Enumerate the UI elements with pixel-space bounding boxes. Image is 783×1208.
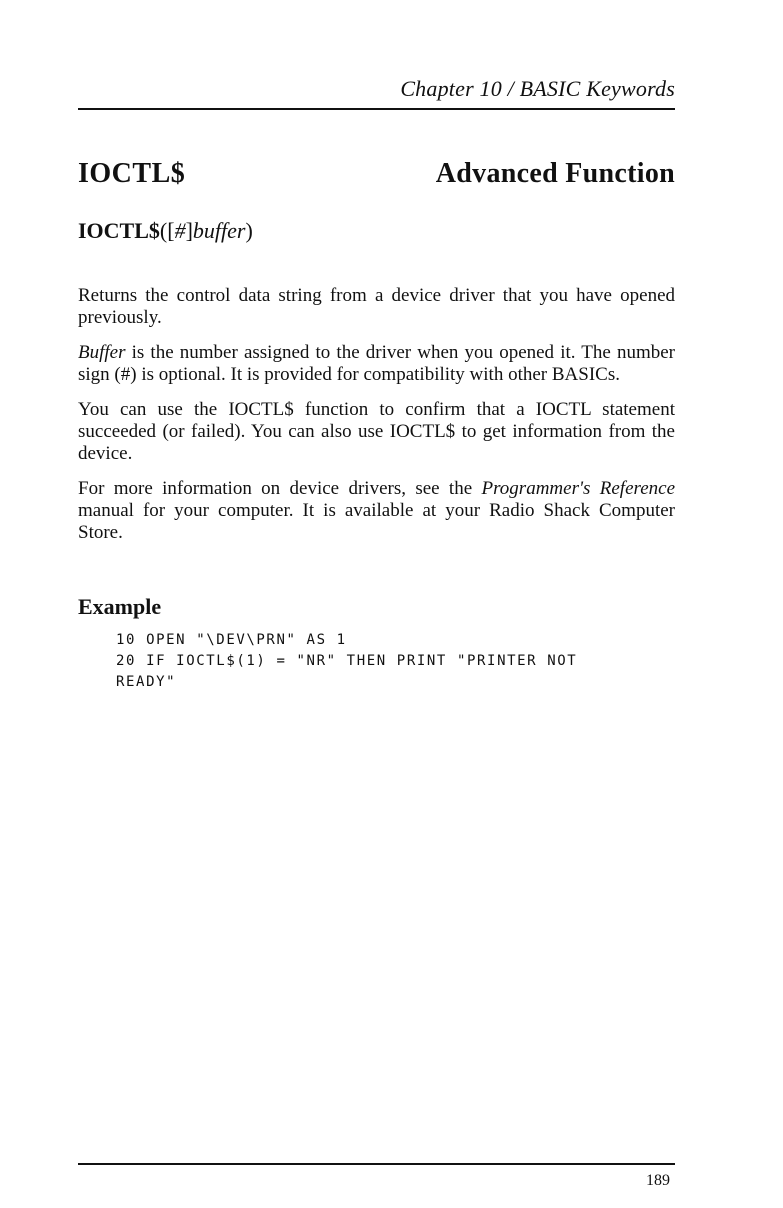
paragraph-usage: You can use the IOCTL$ function to confirm that a IOCTL statement succeeded (or failed). You can also use IOCTL$ to get information from the device. xyxy=(78,399,675,464)
syntax-close-bracket: ] xyxy=(185,218,193,243)
syntax-open: ([ xyxy=(159,218,175,243)
description xyxy=(78,285,675,557)
more-info-lead: For more information on device drivers, see the xyxy=(78,478,482,499)
reference-title: Programmer's Reference xyxy=(481,478,676,499)
paragraph-buffer xyxy=(78,342,675,386)
keyword-heading xyxy=(78,158,675,198)
syntax-close: ) xyxy=(245,218,253,243)
running-head: Chapter 10 / BASIC Keywords xyxy=(400,76,675,101)
syntax-keyword: IOCTL$ xyxy=(78,218,160,243)
footer-rule xyxy=(78,1163,675,1165)
paragraph-returns: Returns the control data string from a device driver that you have opened previously. xyxy=(78,285,675,328)
buffer-term: Buffer xyxy=(78,342,126,363)
code-line: 10 OPEN "\DEV\PRN" AS 1 xyxy=(116,632,347,648)
function-type-label: Advanced Function xyxy=(435,158,675,189)
buffer-description: is the number assigned to the driver when you opened it. The number sign (#) is optional. It is provided for compatibility with other BASICs. xyxy=(78,342,675,385)
example-heading: Example xyxy=(78,594,162,619)
syntax-line xyxy=(78,218,253,244)
code-line: 20 IF IOCTL$(1) = "NR" THEN PRINT "PRINTER NOT xyxy=(116,653,578,669)
more-info-tail: manual for your computer. It is available at your Radio Shack Computer Store. xyxy=(78,500,675,543)
syntax-hash: # xyxy=(174,218,186,243)
page-number: 189 xyxy=(646,1172,670,1189)
header-rule xyxy=(78,108,675,110)
keyword-title: IOCTL$ xyxy=(78,158,186,189)
code-line: READY" xyxy=(116,674,177,690)
code-example xyxy=(116,630,577,693)
paragraph-more-info xyxy=(78,478,675,544)
syntax-param: buffer xyxy=(192,218,246,243)
